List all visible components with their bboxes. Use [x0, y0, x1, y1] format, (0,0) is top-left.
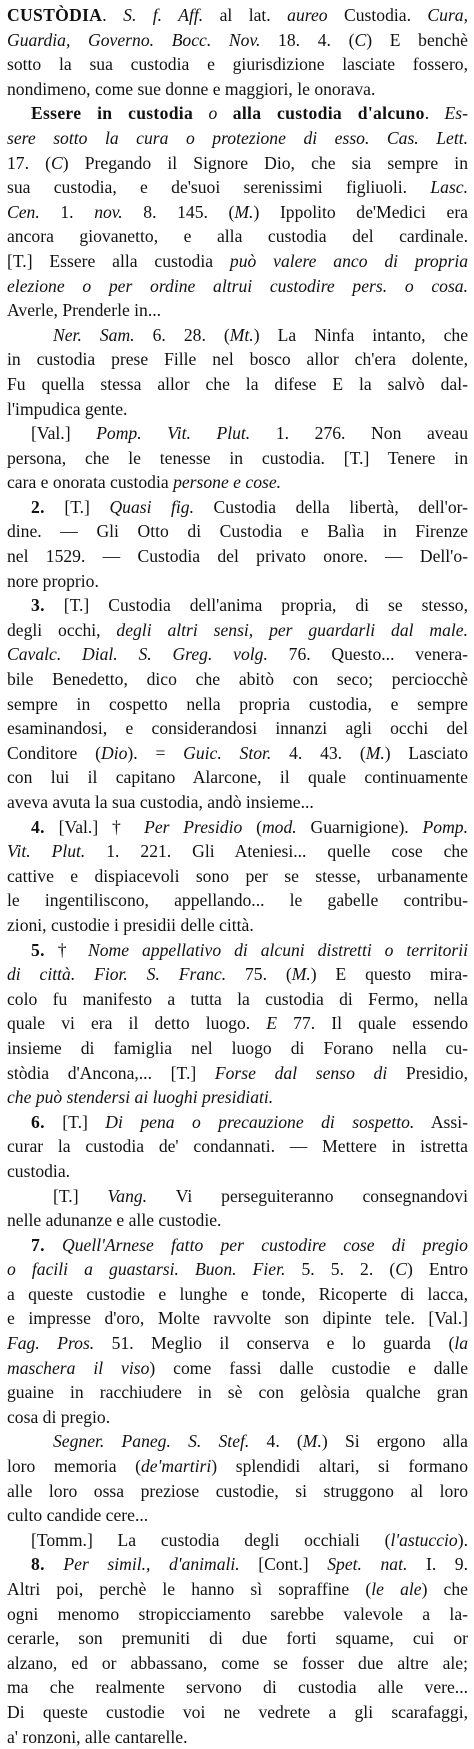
text-segment: ancora giovanetto, e alla custodia del cardinale. [7, 226, 468, 247]
bold-text: CUSTÒDIA [7, 5, 103, 25]
text-line [7, 372, 468, 397]
text-segment: 6. 28. ( [134, 324, 230, 345]
text-line [7, 1626, 468, 1651]
text-line [7, 200, 468, 225]
italic-text: C [354, 29, 367, 50]
italic-text: Di pena o precauzione di sospetto. [105, 1111, 415, 1132]
text-line [7, 3, 468, 28]
text-segment: 4. ( [249, 1431, 303, 1452]
text-line [7, 298, 468, 323]
text-line [7, 1331, 468, 1356]
text-line [7, 716, 468, 741]
text-segment: ) Si ergono alla [321, 1431, 468, 1452]
text-segment: 4. 43. ( [271, 742, 366, 763]
text-line [7, 618, 468, 643]
bold-text: 8. [31, 1554, 45, 1575]
text-line [7, 1454, 468, 1479]
text-line [7, 77, 468, 102]
italic-text: aureo [287, 5, 328, 25]
italic-text: Fag. Pros. [7, 1333, 95, 1354]
text-segment: nel 1529. — Custodia del privato onore. — Dell'o- [7, 546, 468, 567]
text-segment: 51. Meglio il conserva e lo guarda ( [94, 1333, 455, 1354]
italic-text: Quasi fig. [109, 496, 195, 517]
text-line [7, 151, 468, 176]
italic-text: Guic. Stor. [183, 742, 272, 763]
text-line [7, 470, 468, 495]
text-segment: sua custodia, e de'suoi serenissimi figliuoli. [7, 177, 431, 198]
text-segment: [T.] [44, 1111, 106, 1132]
text-segment: degli occhi, [7, 619, 117, 640]
text-segment: esaminandosi, e considerandosi innanzi agli occhi del [7, 718, 468, 739]
text-line [7, 397, 468, 422]
italic-text: Mt. [229, 324, 254, 345]
italic-text: M. [365, 742, 385, 763]
text-segment: nore proprio. [7, 570, 99, 591]
text-line [7, 1528, 468, 1553]
italic-text: Es- [444, 103, 468, 124]
italic-text: M. [302, 1431, 322, 1452]
text-line [7, 1356, 468, 1381]
bold-text: alla custodia d'alcuno [232, 103, 425, 124]
text-segment: culto candide cere... [7, 1505, 149, 1526]
text-segment: [Val.] [31, 423, 97, 444]
text-segment: Guarnigione). [296, 816, 423, 837]
text-line [7, 347, 468, 372]
italic-text: maschera il viso [7, 1357, 150, 1378]
text-line [7, 839, 468, 864]
italic-text: Guardia, Governo. Bocc. Nov. [7, 29, 261, 50]
text-segment: Conditore ( [7, 742, 102, 763]
text-line [7, 1429, 468, 1454]
text-segment: 77. Il quale essendo [277, 1013, 468, 1034]
text-segment: ) Entro [406, 1259, 468, 1280]
text-line [7, 1602, 468, 1627]
bold-text: 5. [31, 939, 45, 960]
text-segment [45, 1554, 64, 1574]
text-line [7, 1479, 468, 1504]
text-segment: ma che realmente servono di custodia alle vere... [7, 1677, 468, 1698]
text-segment: quale vi era il detto luogo. [7, 1013, 267, 1034]
text-line [7, 1380, 468, 1405]
text-line [7, 765, 468, 790]
text-line [7, 569, 468, 594]
text-segment: Assi- [414, 1111, 468, 1132]
text-line [7, 913, 468, 938]
text-segment: 1. 276. Non aveau [250, 423, 468, 444]
italic-text: Ner. Sam. [53, 324, 135, 345]
italic-text: Forse dal senso di [214, 1062, 388, 1083]
text-segment: colo fu manifesto a tutta la custodia di Fermo, nella [7, 988, 468, 1009]
text-line [7, 864, 468, 889]
bold-text: 6. [31, 1111, 45, 1132]
italic-text: Quell'Arnese fatto per custodire cose di pregio [62, 1234, 468, 1255]
text-segment: . [102, 5, 124, 25]
text-line [7, 519, 468, 544]
text-line [7, 1233, 468, 1258]
text-segment: alzano, ed or abbassano, come se fosser due altre ale; [7, 1652, 468, 1673]
text-segment: le ingentiliscono, appellando... le gabelle contribu- [7, 890, 468, 911]
text-segment [45, 1235, 62, 1255]
text-segment: aveva avuta la sua custodia, andò insieme... [7, 792, 314, 812]
text-line [7, 1577, 468, 1602]
text-line [7, 126, 468, 151]
text-line [7, 1282, 468, 1307]
text-segment: ) La Ninfa intanto, che [253, 324, 468, 345]
text-segment: ). [457, 1529, 468, 1550]
text-line [7, 1675, 468, 1700]
text-line [7, 1061, 468, 1086]
text-segment: bile Benedetto, dico che abitò con seco; perciocchè [7, 669, 468, 690]
text-line [7, 593, 468, 618]
text-segment: ( [242, 816, 262, 837]
text-line [7, 938, 468, 963]
text-segment: 18. 4. ( [260, 29, 355, 50]
text-line [7, 1110, 468, 1135]
dictionary-entry-custodia [7, 3, 468, 1749]
text-segment: cattive e dispiacevoli sono per se stesse, urbanamente [7, 865, 468, 886]
italic-text: Pomp. Vit. Plut. [96, 423, 251, 444]
text-segment: [Val.] † [44, 816, 145, 837]
italic-text: M. [291, 964, 311, 985]
italic-text: elezione o per ordine altrui custodire pers. o cosa. [7, 275, 468, 296]
italic-text: Cura, [427, 5, 468, 25]
text-segment: [T.] Essere alla custodia [7, 250, 230, 271]
text-segment: [T.] [44, 496, 110, 517]
text-segment: loro memoria ( [7, 1456, 141, 1477]
text-segment: † [44, 939, 89, 960]
text-segment: zioni, custodie i presidii delle città. [7, 914, 254, 935]
text-line [7, 1134, 468, 1159]
text-line [7, 642, 468, 667]
italic-text: che può stendersi ai luoghi presidiati. [7, 1087, 274, 1108]
text-segment: cosa di pregio. [7, 1406, 111, 1427]
text-segment: ). = [127, 742, 184, 763]
text-segment: in custodia prese Fille nel bosco allor ch'era dolente, [7, 349, 468, 370]
bold-text: 7. [31, 1234, 45, 1255]
italic-text: Spet. nat. [327, 1554, 408, 1575]
text-segment: ) splendidi altari, si formano [211, 1456, 468, 1477]
text-segment: Custodia della libertà, dell'or- [194, 496, 468, 517]
text-line [7, 1085, 468, 1110]
text-segment: ) E benchè [366, 29, 468, 50]
text-segment: [Cont.] [239, 1554, 328, 1575]
bold-text: 3. [31, 595, 45, 616]
text-line [7, 1725, 468, 1749]
italic-text: Per Presidio [144, 816, 243, 837]
text-segment: ) che [421, 1579, 468, 1599]
text-segment: stòdia d'Ancona,... [T.] [7, 1062, 215, 1083]
text-segment: Altri poi, perchè le hanno sì sopraffine ( [7, 1579, 372, 1599]
italic-text: Lasc. [430, 177, 468, 198]
text-line [7, 692, 468, 717]
bold-text: 2. [31, 496, 45, 517]
text-line [7, 667, 468, 692]
text-line [7, 224, 468, 249]
text-segment: [Tomm.] La custodia degli occhiali ( [31, 1529, 391, 1550]
text-line [7, 1651, 468, 1676]
text-line [7, 741, 468, 766]
text-line [7, 274, 468, 299]
italic-text: Vit. Plut. [7, 841, 86, 862]
text-segment: e impresse d'oro, Molte ravvolte son dipinte tele. [Val.] [7, 1308, 468, 1329]
text-line [7, 815, 468, 840]
text-segment: 1. [39, 201, 95, 222]
text-line [7, 175, 468, 200]
text-segment: custodia. [7, 1160, 71, 1181]
text-segment: Vi perseguiteranno consegnandovi [147, 1185, 468, 1206]
text-segment: [T.] Custodia dell'anima propria, di se stesso, [44, 595, 468, 616]
text-segment: Di queste custodie voi ne vedrete a gli scarafaggi, [7, 1701, 468, 1722]
text-segment: 8. 145. ( [122, 201, 235, 222]
italic-text: Vang. [107, 1185, 148, 1206]
text-segment: al lat. [203, 5, 288, 25]
text-segment: persona, che le tenesse in custodia. [T.] Tenere in [7, 447, 468, 468]
italic-text: la [454, 1333, 468, 1354]
text-line [7, 421, 468, 446]
text-segment: cara e onorata custodia [7, 472, 174, 493]
text-line [7, 495, 468, 520]
text-segment: guaine in racchiudere in sè con gelòsia qualche gran [7, 1382, 468, 1403]
italic-text: Nome appellativo di alcuni distretti o territorii [88, 939, 468, 960]
text-line [7, 1036, 468, 1061]
text-segment: a queste custodie e lunghe e tonde, Ricoperte di lacca, [7, 1283, 468, 1304]
bold-text: 4. [31, 816, 45, 837]
italic-text: E [266, 1013, 278, 1034]
text-segment: dine. — Gli Otto di Custodia e Balìa in Firenze [7, 521, 468, 542]
text-segment: nondimeno, come sue donne e maggiori, le onorava. [7, 78, 376, 99]
text-line [7, 249, 468, 274]
italic-text: Cen. [7, 201, 40, 222]
text-segment: cerarle, son premuniti di due forti squame, cui or [7, 1628, 468, 1649]
text-segment: [T.] [53, 1185, 108, 1206]
text-segment: 1. 221. Gli Ateniesi... quelle cose che [85, 841, 468, 862]
text-segment: alle loro ossa preziose custodie, si struggono al loro [7, 1480, 468, 1501]
italic-text: le ale [371, 1579, 422, 1599]
text-line [7, 1257, 468, 1282]
text-segment: 75. ( [226, 964, 292, 985]
italic-text: l'astuccio [390, 1529, 458, 1550]
text-segment: curar la custodia de' condannati. — Mettere in istretta [7, 1136, 468, 1157]
text-line [7, 1503, 468, 1528]
text-segment: . [424, 103, 445, 124]
text-line [7, 446, 468, 471]
text-line [7, 1184, 468, 1209]
italic-text: M. [234, 201, 254, 222]
text-line [7, 1306, 468, 1331]
bold-text: Essere in custodia [31, 103, 194, 124]
italic-text: o [193, 103, 233, 124]
text-line [7, 101, 468, 126]
text-segment: 17. ( [7, 152, 51, 173]
text-segment: sempre in cospetto nella propria custodia, e sempre [7, 693, 468, 714]
italic-text: C [51, 152, 63, 173]
text-segment: a' ronzoni, alle cantarelle. [7, 1726, 188, 1747]
text-line [7, 1405, 468, 1430]
text-line [7, 1011, 468, 1036]
text-segment: 5. 5. 2. ( [285, 1259, 396, 1280]
italic-text: Pomp. [422, 816, 468, 837]
text-line [7, 52, 468, 77]
italic-text: di città. Fior. S. Franc. [7, 964, 227, 985]
text-line [7, 987, 468, 1012]
italic-text: Segner. Paneg. S. Stef. [53, 1431, 250, 1452]
italic-text: C [395, 1259, 407, 1280]
text-segment: ) come fassi dalle custodie e dalle [149, 1357, 468, 1378]
text-segment: 76. Questo... venera- [267, 644, 468, 665]
italic-text: de'martiri [141, 1456, 212, 1477]
text-segment: con lui il capitano Alarcone, il quale continuamente [7, 767, 468, 788]
text-line [7, 1700, 468, 1725]
text-line [7, 544, 468, 569]
italic-text: nov. [94, 201, 123, 222]
text-line [7, 1208, 468, 1233]
italic-text: Dio [101, 742, 128, 763]
text-segment: nelle adunanze e alle custodie. [7, 1210, 222, 1231]
text-segment: l'impudica gente. [7, 398, 128, 419]
text-segment: ) Ippolito de'Medici era [253, 201, 468, 222]
text-segment: Averle, Prenderle in... [7, 300, 162, 321]
italic-text: S. f. Aff. [123, 5, 204, 25]
italic-text: sere sotto la cura o protezione di esso. Cas. Lett. [7, 127, 468, 148]
text-line [7, 28, 468, 53]
italic-text: Per simil., d'animali. [63, 1554, 240, 1575]
text-line [7, 888, 468, 913]
text-segment: ) Lasciato [384, 742, 468, 763]
text-line [7, 323, 468, 348]
text-segment: sotto la sua custodia e giurisdizione lasciate fossero, [7, 54, 468, 75]
text-segment: Presidio, [387, 1062, 468, 1083]
italic-text: può valere anco di propria [229, 250, 468, 271]
text-line [7, 790, 468, 815]
italic-text: mod. [261, 816, 297, 837]
text-line [7, 962, 468, 987]
italic-text: degli altri sensi, per guardarli dal male. [116, 619, 468, 640]
text-segment: ) E questo mira- [310, 964, 468, 985]
italic-text: Cavalc. Dial. S. Greg. volg. [7, 644, 268, 665]
text-segment: Custodia. [327, 5, 428, 25]
text-segment: ogni menomo stropicciamento sarebbe valevole a la- [7, 1603, 468, 1624]
text-segment: Fu quella stessa allor che la difese E la salvò dal- [7, 373, 468, 394]
text-segment: ) Pregando il Signore Dio, che sia sempre in [62, 152, 468, 173]
text-segment: insieme di famiglia nel luogo di Forano nella cu- [7, 1037, 468, 1058]
italic-text: persone e cose. [173, 472, 282, 493]
text-line [7, 1552, 468, 1577]
text-line [7, 1159, 468, 1184]
text-segment: I. 9. [407, 1554, 468, 1575]
italic-text: o facili a guastarsi. Buon. Fier. [7, 1259, 286, 1280]
